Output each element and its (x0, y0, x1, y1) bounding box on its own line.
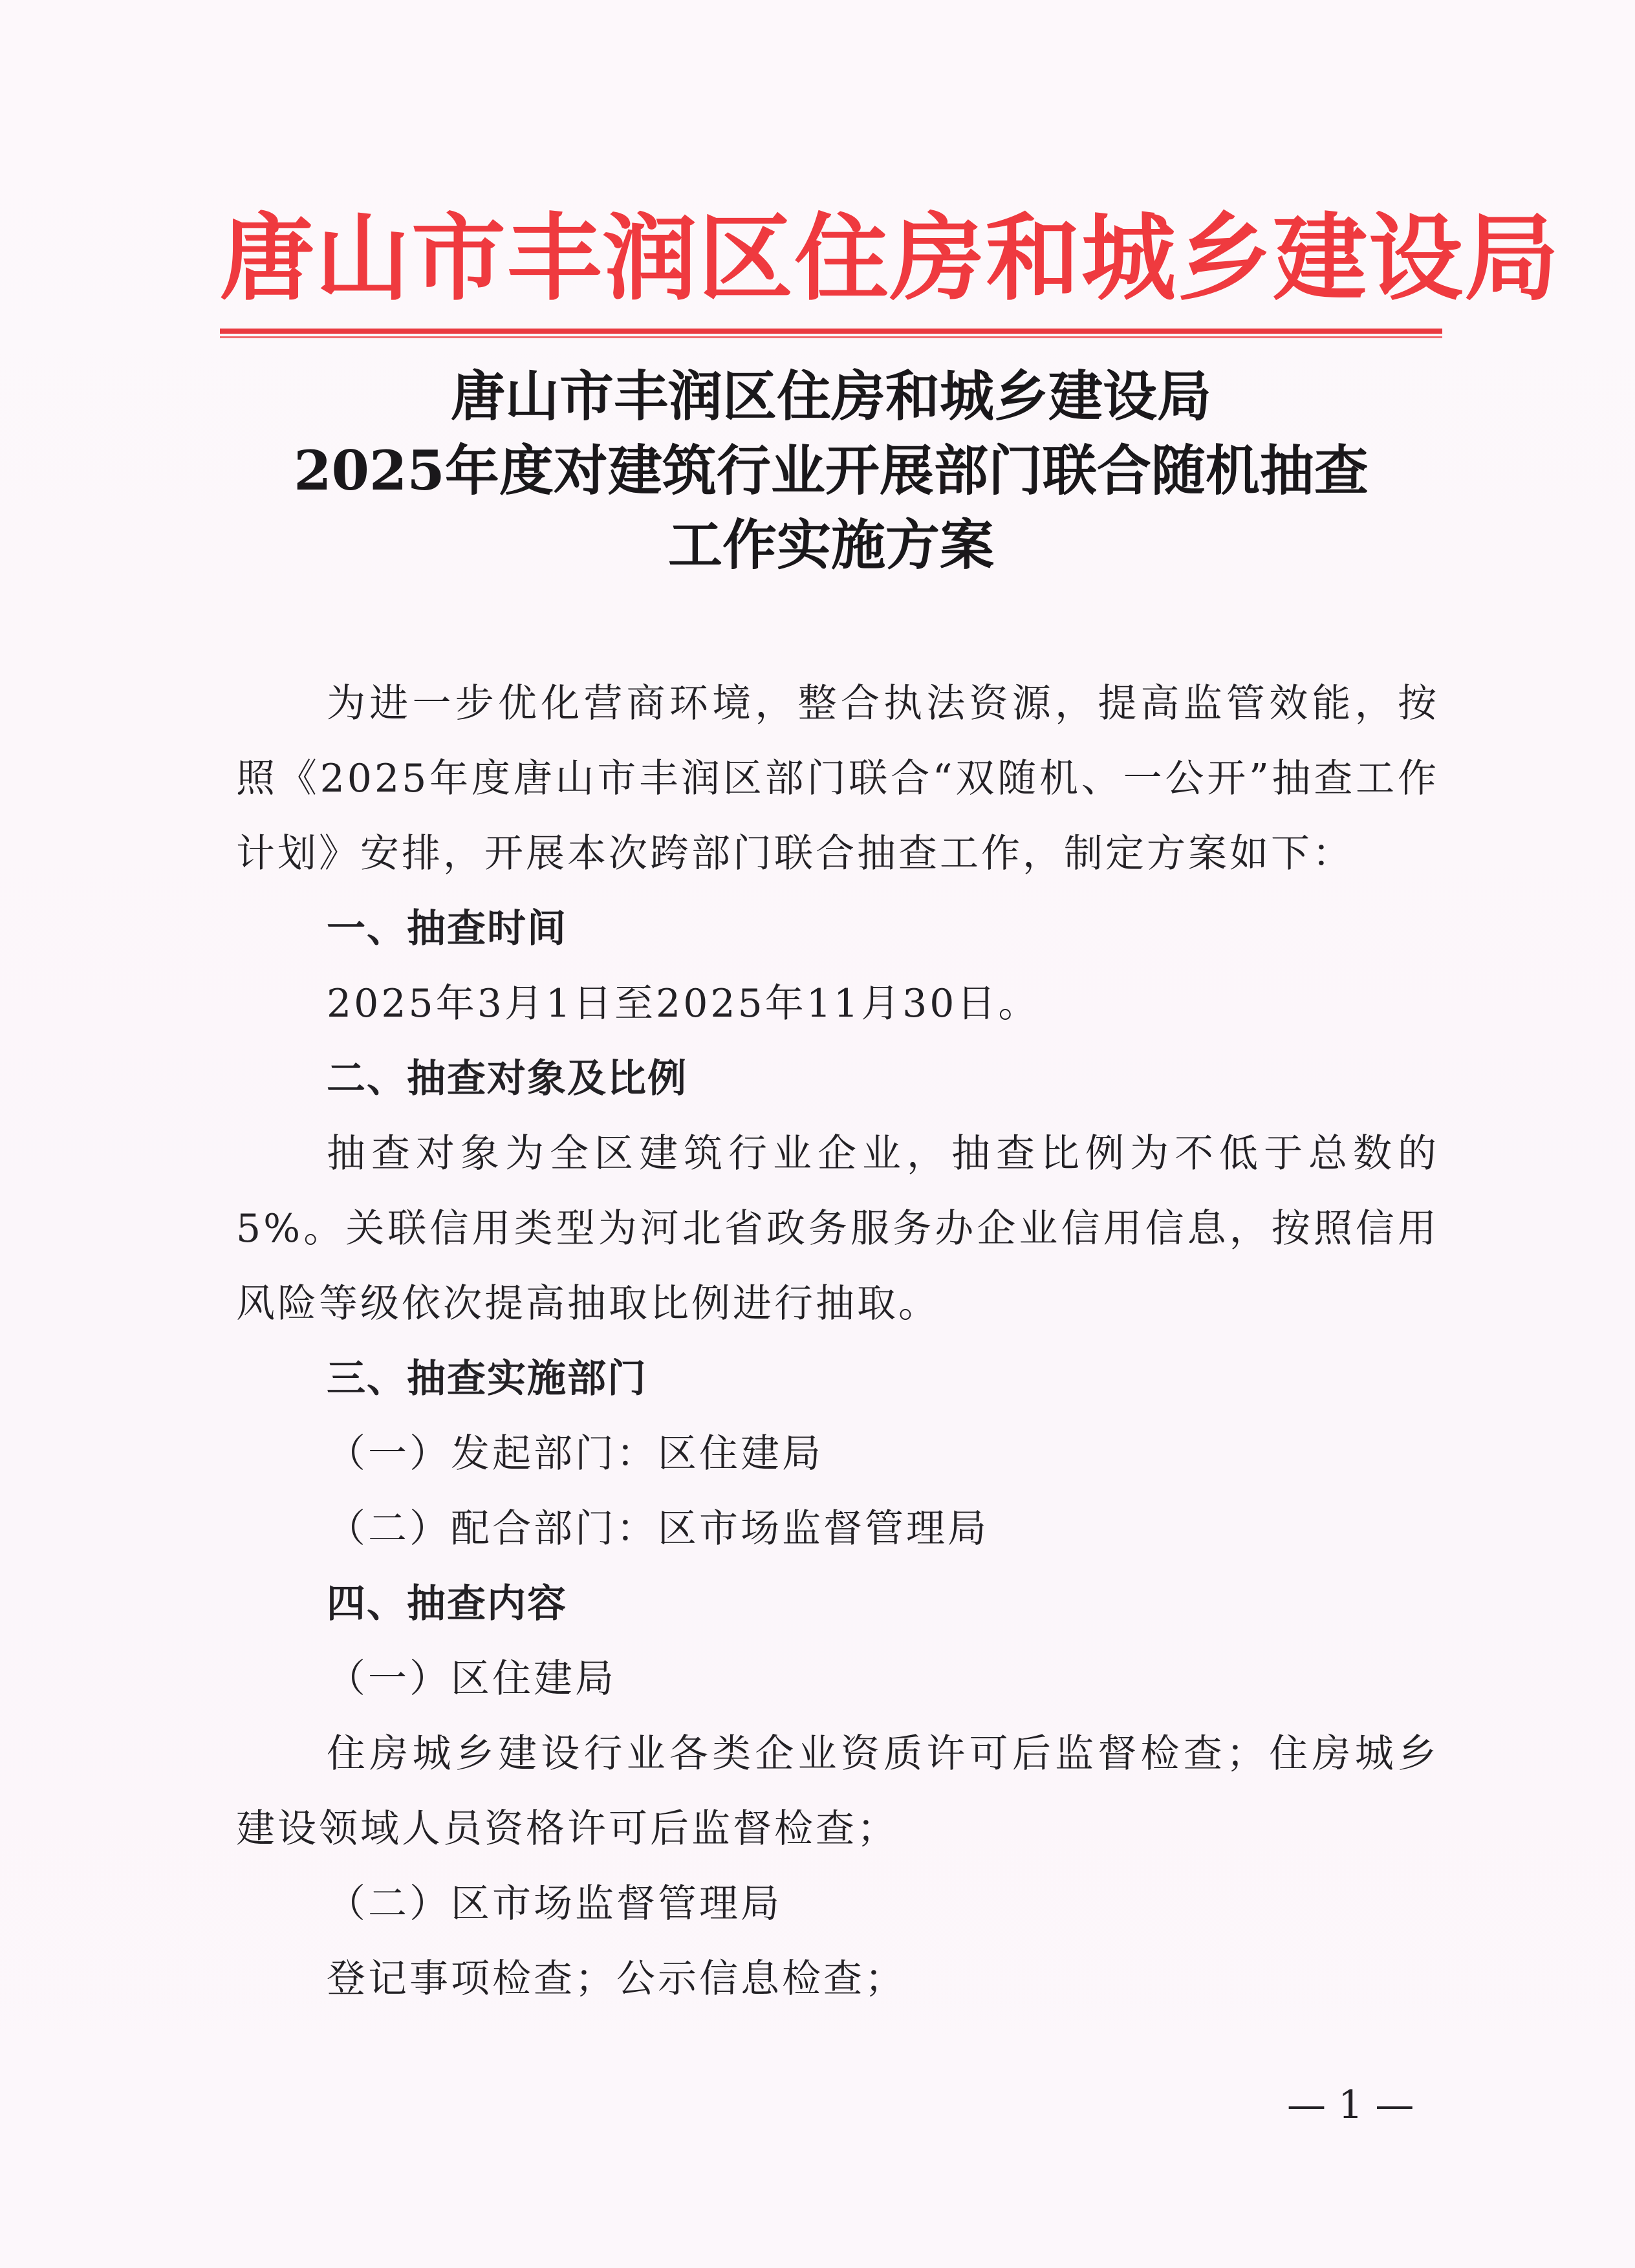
section-2-heading: 二、抽查对象及比例 (327, 1056, 688, 1101)
intro-paragraph: 为进一步优化营商环境，整合执法资源，提高监管效能，按照《2025年度唐山市丰润区部门联合“双随机、一公开”抽查工作计划》安排，开展本次跨部门联合抽查工作，制定方案如下： (236, 681, 1439, 876)
section-2-text: 抽查对象为全区建筑行业企业，抽查比例为不低于总数的5%。关联信用类型为河北省政务服务办企业信用信息，按照信用风险等级依次提高抽取比例进行抽取。 (236, 1131, 1439, 1326)
document-title-line-2: 2025年度对建筑行业开展部门联合随机抽查 (294, 438, 1369, 502)
section-3-item-1: （一）发起部门：区住建局 (327, 1431, 823, 1476)
section-4-sub-2-text: 登记事项检查；公示信息检查； (327, 1956, 906, 2002)
document-title (194, 359, 1468, 582)
section-1-heading: 一、抽查时间 (327, 906, 567, 951)
section-4-sub-1-heading: （一）区住建局 (327, 1656, 616, 1701)
section-1-text: 2025年3月1日至2025年11月30日。 (327, 981, 1040, 1026)
section-3-item-2: （二）配合部门：区市场监督管理局 (327, 1506, 989, 1551)
document-title-line-3: 工作实施方案 (667, 513, 994, 577)
section-3-heading: 三、抽查实施部门 (327, 1356, 647, 1401)
document-body (236, 666, 1439, 2016)
document-title-line-1: 唐山市丰润区住房和城乡建设局 (450, 364, 1211, 428)
section-4-sub-2-heading: （二）区市场监督管理局 (327, 1881, 782, 1927)
header-red-rule-thin (220, 336, 1442, 338)
header-red-rule (220, 329, 1442, 334)
section-4-heading: 四、抽查内容 (327, 1581, 567, 1626)
page-number: — 1 — (1287, 2082, 1414, 2128)
section-4-sub-1-text: 住房城乡建设行业各类企业资质许可后监督检查；住房城乡建设领域人员资格许可后监督检查； (236, 1731, 1439, 1852)
org-header-title: 唐山市丰润区住房和城乡建设局 (220, 203, 1560, 314)
